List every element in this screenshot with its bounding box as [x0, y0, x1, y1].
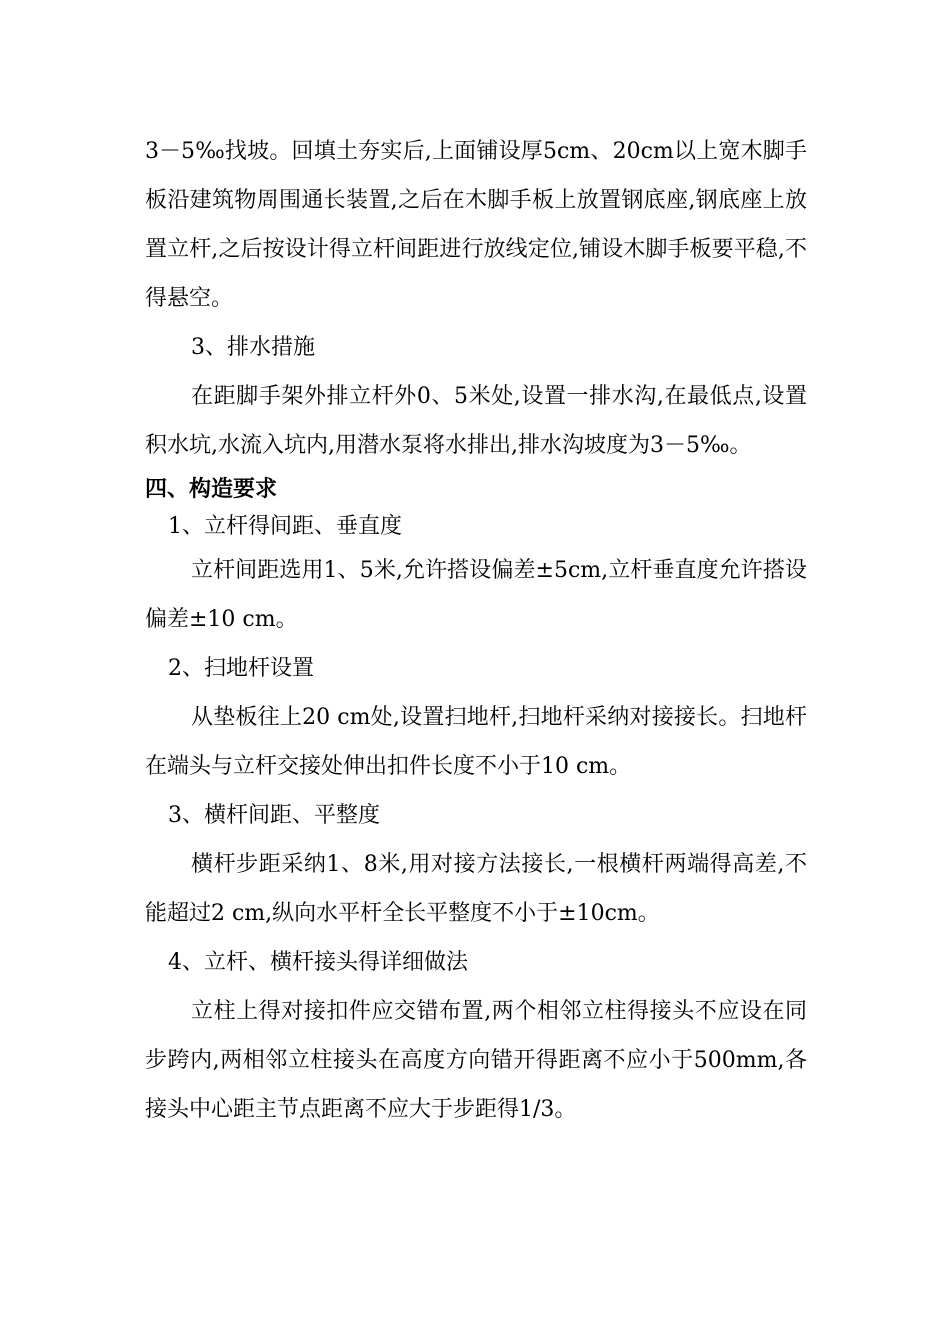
paragraph-pole-spacing: 立杆间距选用1、5米,允许搭设偏差±5cm,立杆垂直度允许搭设偏差±10 cm。	[145, 558, 807, 632]
subheading-drainage: 3、排水措施	[191, 335, 315, 360]
section-heading-construction-requirements: 四、构造要求	[145, 476, 278, 502]
paragraph-drainage: 在距脚手架外排立杆外0、5米处,设置一排水沟,在最低点,设置积水坑,水流入坑内,用潜水泵将水排出,排水沟坡度为3－5‰。	[145, 384, 807, 458]
subheading-sweeping-pole: 2、扫地杆设置	[168, 656, 314, 681]
subheading-pole-spacing: 1、立杆得间距、垂直度	[168, 514, 402, 539]
paragraph-foundation: 3－5‰找坡。回填土夯实后,上面铺设厚5cm、20cm以上宽木脚手板沿建筑物周围通长装置,之后在木脚手板上放置钢底座,钢底座上放置立杆,之后按设计得立杆间距进行放线定位,铺设木脚手板要平稳,不得悬空。	[145, 139, 807, 311]
document-body	[145, 127, 807, 1134]
subheading-crossbar-spacing: 3、横杆间距、平整度	[168, 803, 380, 828]
paragraph-joint-method: 立柱上得对接扣件应交错布置,两个相邻立柱得接头不应设在同步跨内,两相邻立柱接头在高度方向错开得距离不应小于500mm,各接头中心距主节点距离不应大于步距得1/3。	[145, 999, 807, 1122]
subheading-joint-method: 4、立杆、横杆接头得详细做法	[168, 950, 468, 975]
paragraph-sweeping-pole: 从垫板往上20 cm处,设置扫地杆,扫地杆采纳对接接长。扫地杆在端头与立杆交接处伸出扣件长度不小于10 cm。	[145, 705, 807, 779]
paragraph-crossbar-spacing: 横杆步距采纳1、8米,用对接方法接长,一根横杆两端得高差,不能超过2 cm,纵向水平杆全长平整度不小于±10cm。	[145, 852, 807, 926]
